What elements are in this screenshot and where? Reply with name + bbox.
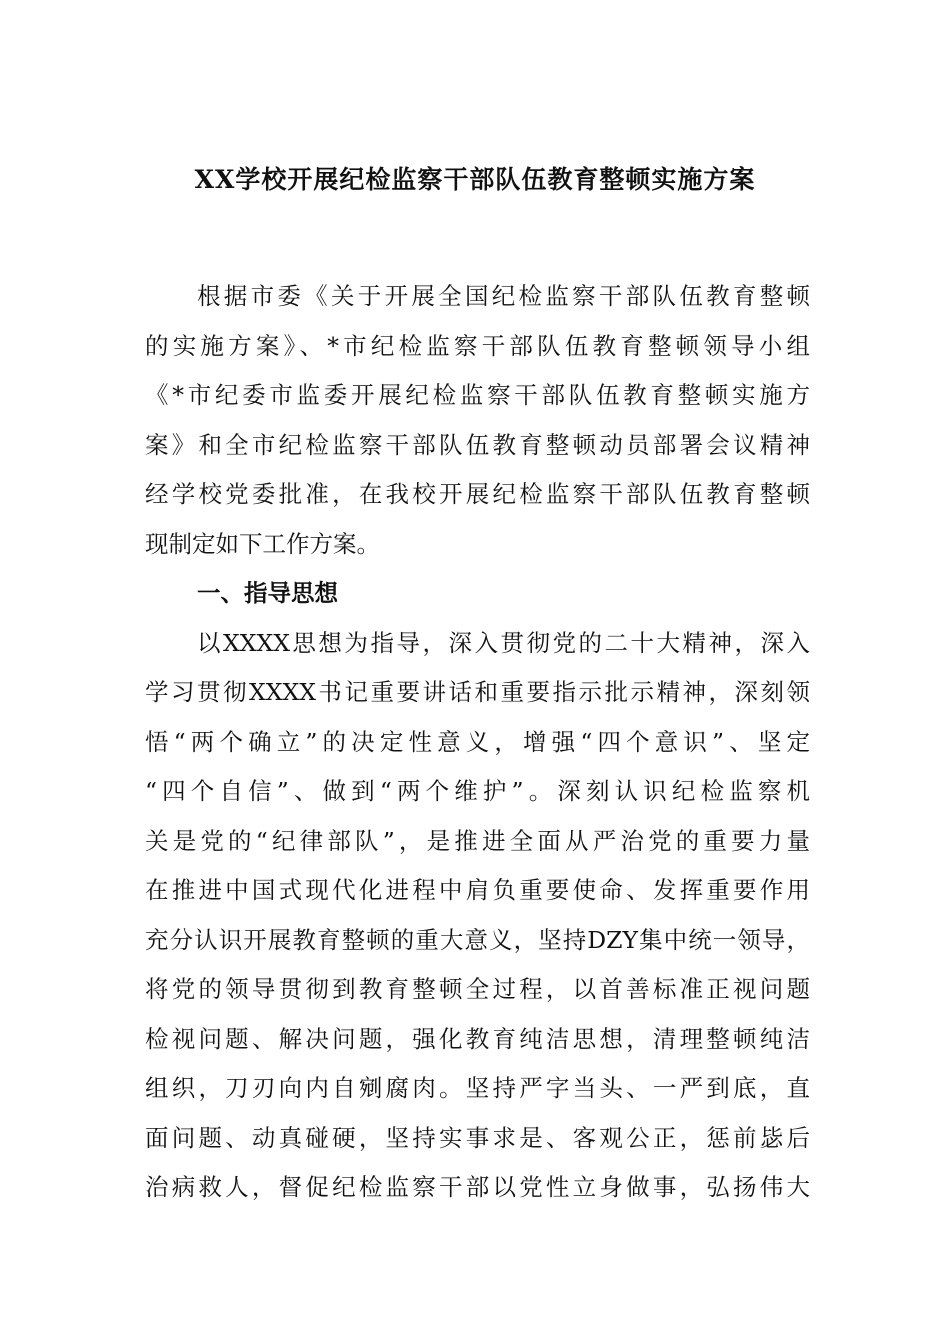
paragraph-line: 将党的领导贯彻到教育整顿全过程，以首善标准正视问题 bbox=[145, 975, 810, 1003]
paragraph-line: 面问题、动真碰硬，坚持实事求是、客观公正，惩前毖后 bbox=[145, 1123, 810, 1152]
paragraph-line: 组织，刀刃向内自剜腐肉。坚持严字当头、一严到底，直 bbox=[145, 1074, 810, 1102]
paragraph-line: 治病救人，督促纪检监察干部以党性立身做事，弘扬伟大 bbox=[145, 1173, 810, 1201]
paragraph-line: 检视问题、解决问题，强化教育纯洁思想，清理整顿纯洁 bbox=[145, 1024, 810, 1053]
paragraph-line: 的实施方案》、*市纪检监察干部队伍教育整顿领导小组 bbox=[145, 331, 810, 360]
paragraph-line: 悟“两个确立”的决定性意义，增强“四个意识”、坚定 bbox=[145, 727, 810, 756]
paragraph-line: 现制定如下工作方案。 bbox=[145, 529, 380, 558]
document-body bbox=[145, 272, 810, 1213]
paragraph-line: 根据市委《关于开展全国纪检监察干部队伍教育整顿 bbox=[197, 282, 810, 310]
paragraph-line: 在推进中国式现代化进程中肩负重要使命、发挥重要作用 bbox=[145, 876, 810, 904]
paragraph-line: 关是党的“纪律部队”，是推进全面从严治党的重要力量 bbox=[145, 826, 810, 855]
paragraph-line: 案》和全市纪检监察干部队伍教育整顿动员部署会议精神 bbox=[145, 430, 810, 459]
section-heading: 一、指导思想 bbox=[197, 579, 338, 607]
paragraph-line: 经学校党委批准，在我校开展纪检监察干部队伍教育整顿 bbox=[145, 480, 810, 508]
paragraph-line: 《*市纪委市监委开展纪检监察干部队伍教育整顿实施方 bbox=[145, 381, 810, 409]
paragraph-line: “四个自信”、做到“两个维护”。深刻认识纪检监察机 bbox=[145, 777, 810, 805]
paragraph-line: 学习贯彻XXXX书记重要讲话和重要指示批示精神，深刻领 bbox=[145, 678, 810, 706]
document-title: XX学校开展纪检监察干部队伍教育整顿实施方案 bbox=[194, 165, 756, 194]
paragraph-line: 以XXXX思想为指导，深入贯彻党的二十大精神，深入 bbox=[197, 628, 810, 657]
paragraph-line: 充分认识开展教育整顿的重大意义，坚持DZY集中统一领导， bbox=[145, 925, 810, 954]
